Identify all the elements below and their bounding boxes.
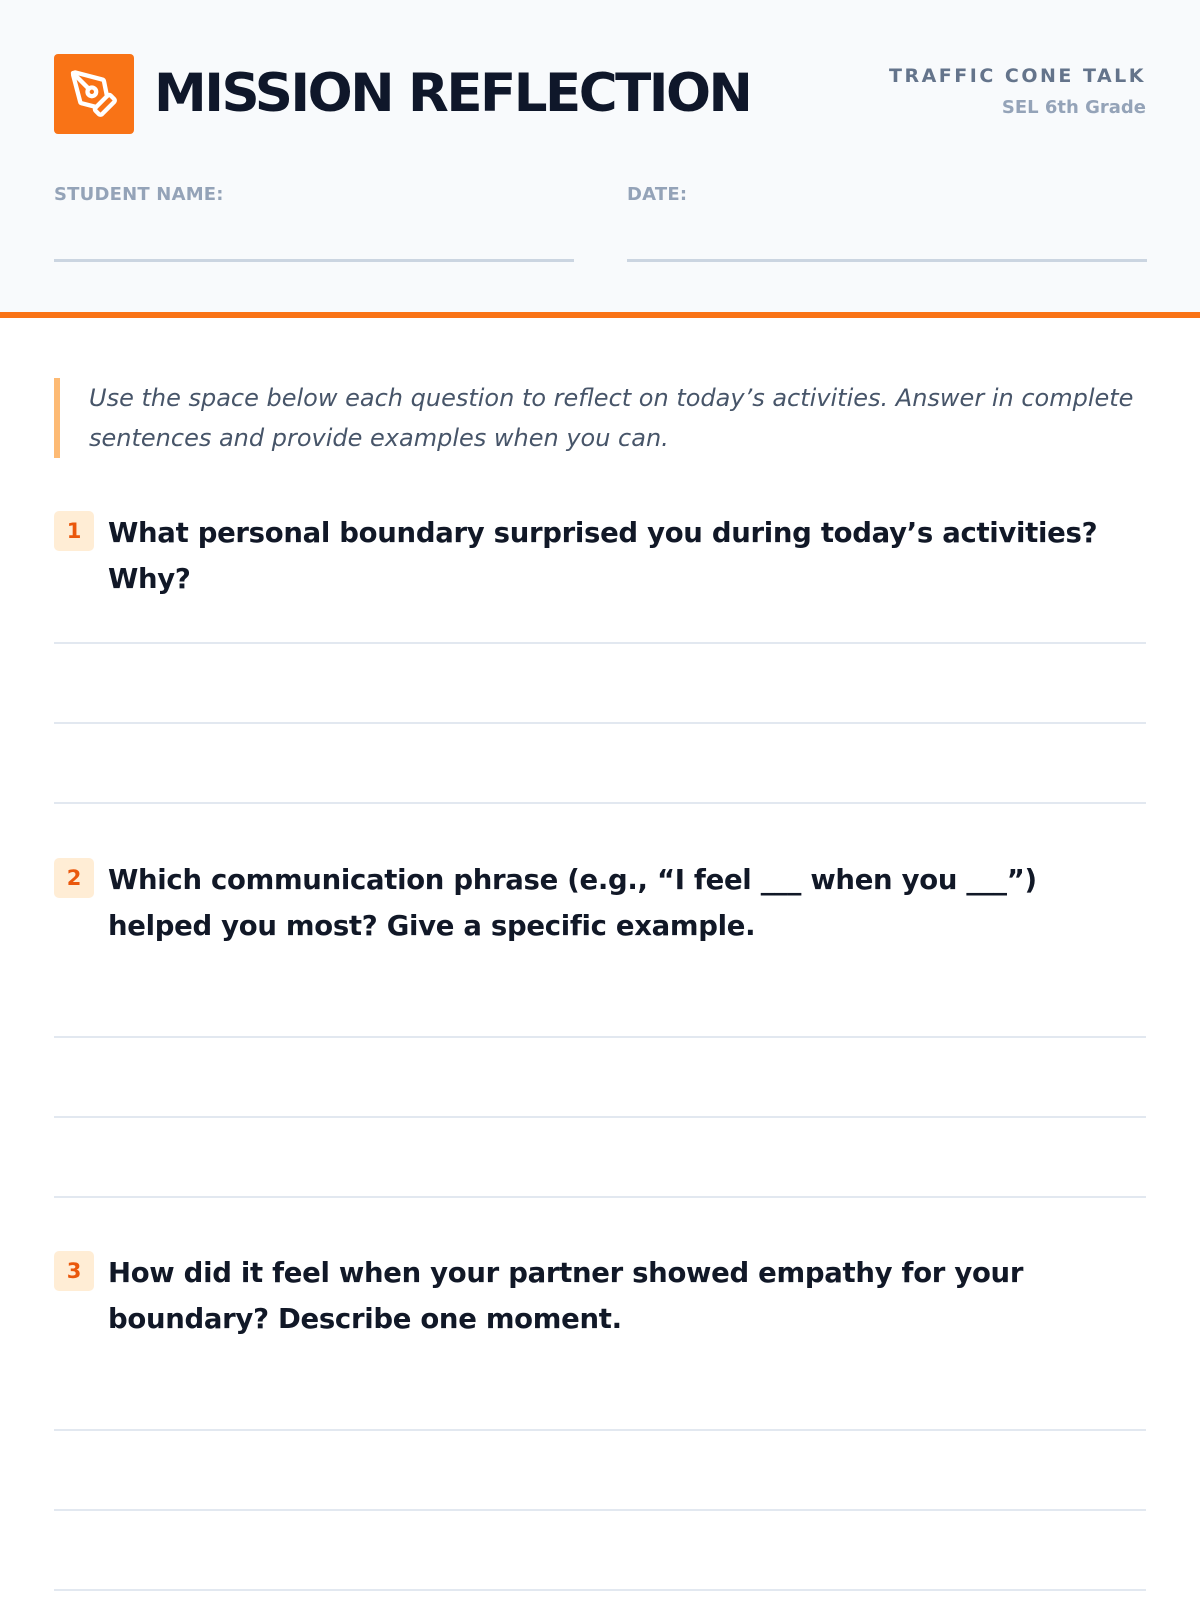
question-text: What personal boundary surprised you during today’s activities? Why? bbox=[108, 517, 1098, 595]
brand-block bbox=[889, 64, 1146, 119]
question-number-badge: 2 bbox=[54, 858, 94, 898]
date-label: DATE: bbox=[627, 184, 688, 205]
logo bbox=[54, 54, 134, 134]
answer-line[interactable] bbox=[54, 1116, 1146, 1118]
brand-subtitle: SEL 6th Grade bbox=[1001, 97, 1146, 118]
pen-tool-icon bbox=[68, 68, 120, 120]
question-text: Which communication phrase (e.g., “I feel ___ when you ___”) helped you most? Give a specific example. bbox=[108, 864, 1037, 942]
question-2 bbox=[54, 857, 1146, 949]
answer-line[interactable] bbox=[54, 642, 1146, 644]
student-name-label: STUDENT NAME: bbox=[54, 184, 224, 205]
answer-line[interactable] bbox=[54, 1589, 1146, 1591]
instructions: Use the space below each question to reflect on today’s activities. Answer in complete sentences and provide examples when you can. bbox=[54, 378, 1146, 458]
answer-line[interactable] bbox=[54, 1429, 1146, 1431]
answer-line[interactable] bbox=[54, 802, 1146, 804]
question-3 bbox=[54, 1250, 1146, 1342]
brand-name: TRAFFIC CONE TALK bbox=[889, 65, 1146, 87]
question-number-badge: 3 bbox=[54, 1251, 94, 1291]
worksheet-header bbox=[0, 0, 1200, 318]
question-number-badge: 1 bbox=[54, 511, 94, 551]
student-name-field[interactable] bbox=[54, 259, 574, 262]
question-text: How did it feel when your partner showed empathy for your boundary? Describe one moment. bbox=[108, 1257, 1024, 1335]
answer-line[interactable] bbox=[54, 1509, 1146, 1511]
answer-line[interactable] bbox=[54, 1196, 1146, 1198]
answer-line[interactable] bbox=[54, 1036, 1146, 1038]
date-field[interactable] bbox=[627, 259, 1147, 262]
answer-line[interactable] bbox=[54, 722, 1146, 724]
page-title: MISSION REFLECTION bbox=[154, 63, 751, 124]
question-1 bbox=[54, 510, 1146, 602]
